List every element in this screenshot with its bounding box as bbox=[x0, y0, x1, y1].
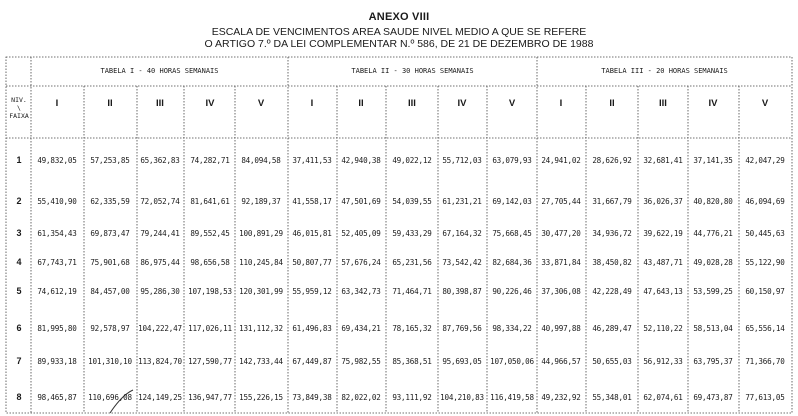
table-cell: 67,164,32 bbox=[442, 229, 482, 238]
subtitle-line-1: ESCALA DE VENCIMENTOS AREA SAUDE NIVEL MEDIO A QUE SE REFERE bbox=[211, 26, 587, 38]
table-cell: 74,612,19 bbox=[37, 287, 77, 296]
table-cell: 31,667,79 bbox=[592, 197, 632, 206]
table-cell: 63,795,37 bbox=[693, 357, 733, 366]
row-level: 7 bbox=[16, 356, 22, 366]
table-cell: 82,022,02 bbox=[341, 393, 381, 402]
table-cell: 82,684,36 bbox=[492, 258, 532, 267]
table-cell: 49,022,12 bbox=[392, 156, 432, 165]
table-cell: 59,433,29 bbox=[392, 229, 432, 238]
table-cell: 92,189,37 bbox=[241, 197, 281, 206]
table-cell: 52,405,09 bbox=[341, 229, 381, 238]
table-cell: 61,354,43 bbox=[37, 229, 77, 238]
table-cell: 89,552,45 bbox=[190, 229, 230, 238]
row-level: 5 bbox=[16, 286, 22, 296]
table-cell: 84,457,00 bbox=[90, 287, 130, 296]
table-cell: 49,232,92 bbox=[541, 393, 581, 402]
table-cell: 50,807,77 bbox=[292, 258, 332, 267]
table-cell: 38,450,82 bbox=[592, 258, 632, 267]
column-header: I bbox=[559, 98, 563, 109]
table-cell: 47,501,69 bbox=[341, 197, 381, 206]
table-cell: 53,599,25 bbox=[693, 287, 733, 296]
table-cell: 74,282,71 bbox=[190, 156, 230, 165]
table-cell: 93,111,92 bbox=[392, 393, 432, 402]
table-cell: 110,696,08 bbox=[88, 393, 132, 402]
table-cell: 77,613,05 bbox=[745, 393, 785, 402]
group-label-tabela-2: TABELA II - 30 HORAS SEMANAIS bbox=[351, 67, 474, 75]
table-cell: 98,465,87 bbox=[37, 393, 77, 402]
column-header: II bbox=[609, 98, 615, 109]
table-cell: 37,411,53 bbox=[292, 156, 332, 165]
table-cell: 40,820,80 bbox=[693, 197, 733, 206]
table-cell: 69,142,03 bbox=[492, 197, 532, 206]
table-cell: 98,334,22 bbox=[492, 324, 532, 333]
table-cell: 98,656,58 bbox=[190, 258, 230, 267]
table-cell: 73,542,42 bbox=[442, 258, 482, 267]
row-level: 8 bbox=[16, 392, 22, 402]
table-cell: 55,712,03 bbox=[442, 156, 482, 165]
column-header: III bbox=[156, 98, 164, 109]
table-cell: 127,590,77 bbox=[188, 357, 232, 366]
table-cell: 63,342,73 bbox=[341, 287, 381, 296]
table-cell: 84,094,58 bbox=[241, 156, 281, 165]
column-header: V bbox=[257, 98, 265, 109]
column-header: III bbox=[408, 98, 416, 109]
table-cell: 67,743,71 bbox=[37, 258, 77, 267]
table-cell: 69,873,47 bbox=[90, 229, 130, 238]
table-cell: 34,936,72 bbox=[592, 229, 632, 238]
table-cell: 65,556,14 bbox=[745, 324, 785, 333]
column-header: V bbox=[508, 98, 516, 109]
table-cell: 131,112,32 bbox=[239, 324, 283, 333]
row-level: 3 bbox=[16, 228, 22, 238]
table-cell: 116,419,58 bbox=[490, 393, 534, 402]
table-cell: 43,487,71 bbox=[643, 258, 683, 267]
table-cell: 41,558,17 bbox=[292, 197, 332, 206]
table-cell: 62,335,59 bbox=[90, 197, 130, 206]
table-cell: 75,668,45 bbox=[492, 229, 532, 238]
table-cell: 104,222,47 bbox=[138, 324, 182, 333]
table-cell: 113,824,70 bbox=[138, 357, 182, 366]
table-cell: 85,368,51 bbox=[392, 357, 432, 366]
table-cell: 75,901,68 bbox=[90, 258, 130, 267]
table-cell: 24,941,02 bbox=[541, 156, 581, 165]
table-cell: 69,473,87 bbox=[693, 393, 733, 402]
group-label-tabela-1: TABELA I - 40 HORAS SEMANAIS bbox=[100, 67, 219, 75]
table-cell: 87,769,56 bbox=[442, 324, 482, 333]
table-cell: 61,496,83 bbox=[292, 324, 332, 333]
row-level: 2 bbox=[16, 196, 22, 206]
table-cell: 75,982,55 bbox=[341, 357, 381, 366]
row-level: 6 bbox=[16, 323, 22, 333]
table-cell: 63,079,93 bbox=[492, 156, 532, 165]
column-header: I bbox=[310, 98, 314, 109]
table-cell: 81,995,80 bbox=[37, 324, 77, 333]
table-cell: 95,693,05 bbox=[442, 357, 482, 366]
table-cell: 42,940,38 bbox=[341, 156, 381, 165]
table-cell: 44,776,21 bbox=[693, 229, 733, 238]
table-cell: 69,434,21 bbox=[341, 324, 381, 333]
table-cell: 52,110,22 bbox=[643, 324, 683, 333]
table-cell: 55,959,12 bbox=[292, 287, 332, 296]
table-cell: 50,445,63 bbox=[745, 229, 785, 238]
table-cell: 107,050,06 bbox=[490, 357, 534, 366]
table-cell: 142,733,44 bbox=[239, 357, 283, 366]
table-cell: 71,464,71 bbox=[392, 287, 432, 296]
table-cell: 120,301,99 bbox=[239, 287, 283, 296]
table-cell: 67,449,87 bbox=[292, 357, 332, 366]
column-header: IV bbox=[205, 98, 215, 109]
table-cell: 65,362,83 bbox=[140, 156, 180, 165]
table-cell: 55,410,90 bbox=[37, 197, 77, 206]
table-cell: 95,286,30 bbox=[140, 287, 180, 296]
table-cell: 37,306,08 bbox=[541, 287, 581, 296]
table-cell: 65,231,56 bbox=[392, 258, 432, 267]
column-header: I bbox=[55, 98, 59, 109]
table-cell: 58,513,04 bbox=[693, 324, 733, 333]
table-cell: 110,245,84 bbox=[239, 258, 283, 267]
table-cell: 92,578,97 bbox=[90, 324, 130, 333]
table-cell: 61,231,21 bbox=[442, 197, 482, 206]
table-cell: 54,039,55 bbox=[392, 197, 432, 206]
table-cell: 40,997,88 bbox=[541, 324, 581, 333]
table-cell: 46,094,69 bbox=[745, 197, 785, 206]
table-cell: 89,933,18 bbox=[37, 357, 77, 366]
table-cell: 62,074,61 bbox=[643, 393, 683, 402]
row-level: 4 bbox=[16, 257, 22, 267]
table-cell: 46,289,47 bbox=[592, 324, 632, 333]
table-cell: 44,966,57 bbox=[541, 357, 581, 366]
table-cell: 27,705,44 bbox=[541, 197, 581, 206]
column-header: II bbox=[358, 98, 364, 109]
annex-title: ANEXO VIII bbox=[368, 11, 430, 23]
table-cell: 100,891,29 bbox=[239, 229, 283, 238]
table-cell: 39,622,19 bbox=[643, 229, 683, 238]
table-cell: 47,643,13 bbox=[643, 287, 683, 296]
subtitle-line-2: O ARTIGO 7.º DA LEI COMPLEMENTAR N.º 586, DE 21 DE DEZEMBRO DE 1988 bbox=[204, 38, 594, 50]
table-cell: 79,244,41 bbox=[140, 229, 180, 238]
table-cell: 30,477,20 bbox=[541, 229, 581, 238]
column-header: IV bbox=[457, 98, 467, 109]
table-cell: 80,398,87 bbox=[442, 287, 482, 296]
table-cell: 42,047,29 bbox=[745, 156, 785, 165]
table-cell: 57,676,24 bbox=[341, 258, 381, 267]
table-cell: 42,228,49 bbox=[592, 287, 632, 296]
table-cell: 124,149,25 bbox=[138, 393, 182, 402]
table-cell: 72,052,74 bbox=[140, 197, 180, 206]
table-cell: 136,947,77 bbox=[188, 393, 232, 402]
column-header: IV bbox=[708, 98, 718, 109]
table-cell: 36,026,37 bbox=[643, 197, 683, 206]
table-cell: 28,626,92 bbox=[592, 156, 632, 165]
table-cell: 73,849,38 bbox=[292, 393, 332, 402]
table-cell: 49,028,28 bbox=[693, 258, 733, 267]
table-cell: 56,912,33 bbox=[643, 357, 683, 366]
column-header: III bbox=[659, 98, 667, 109]
table-cell: 33,871,84 bbox=[541, 258, 581, 267]
table-cell: 55,122,90 bbox=[745, 258, 785, 267]
table-cell: 78,165,32 bbox=[392, 324, 432, 333]
table-cell: 71,366,70 bbox=[745, 357, 785, 366]
table-cell: 90,226,46 bbox=[492, 287, 532, 296]
column-header: V bbox=[761, 98, 769, 109]
table-cell: 104,210,83 bbox=[440, 393, 484, 402]
table-cell: 37,141,35 bbox=[693, 156, 733, 165]
group-label-tabela-3: TABELA III - 20 HORAS SEMANAIS bbox=[601, 67, 728, 75]
table-cell: 57,253,85 bbox=[90, 156, 130, 165]
table-cell: 117,026,11 bbox=[188, 324, 232, 333]
table-cell: 50,655,03 bbox=[592, 357, 632, 366]
table-cell: 46,015,81 bbox=[292, 229, 332, 238]
table-cell: 49,832,05 bbox=[37, 156, 77, 165]
row-header-label: NIV. \ FAIXA bbox=[9, 96, 29, 120]
table-cell: 55,348,01 bbox=[592, 393, 632, 402]
table-cell: 101,310,10 bbox=[88, 357, 132, 366]
column-header: II bbox=[107, 98, 113, 109]
table-cell: 32,681,41 bbox=[643, 156, 683, 165]
table-cell: 86,975,44 bbox=[140, 258, 180, 267]
table-cell: 107,198,53 bbox=[188, 287, 232, 296]
table-cell: 81,641,61 bbox=[190, 197, 230, 206]
table-cell: 60,150,97 bbox=[745, 287, 785, 296]
row-level: 1 bbox=[16, 155, 22, 165]
table-cell: 155,226,15 bbox=[239, 393, 283, 402]
